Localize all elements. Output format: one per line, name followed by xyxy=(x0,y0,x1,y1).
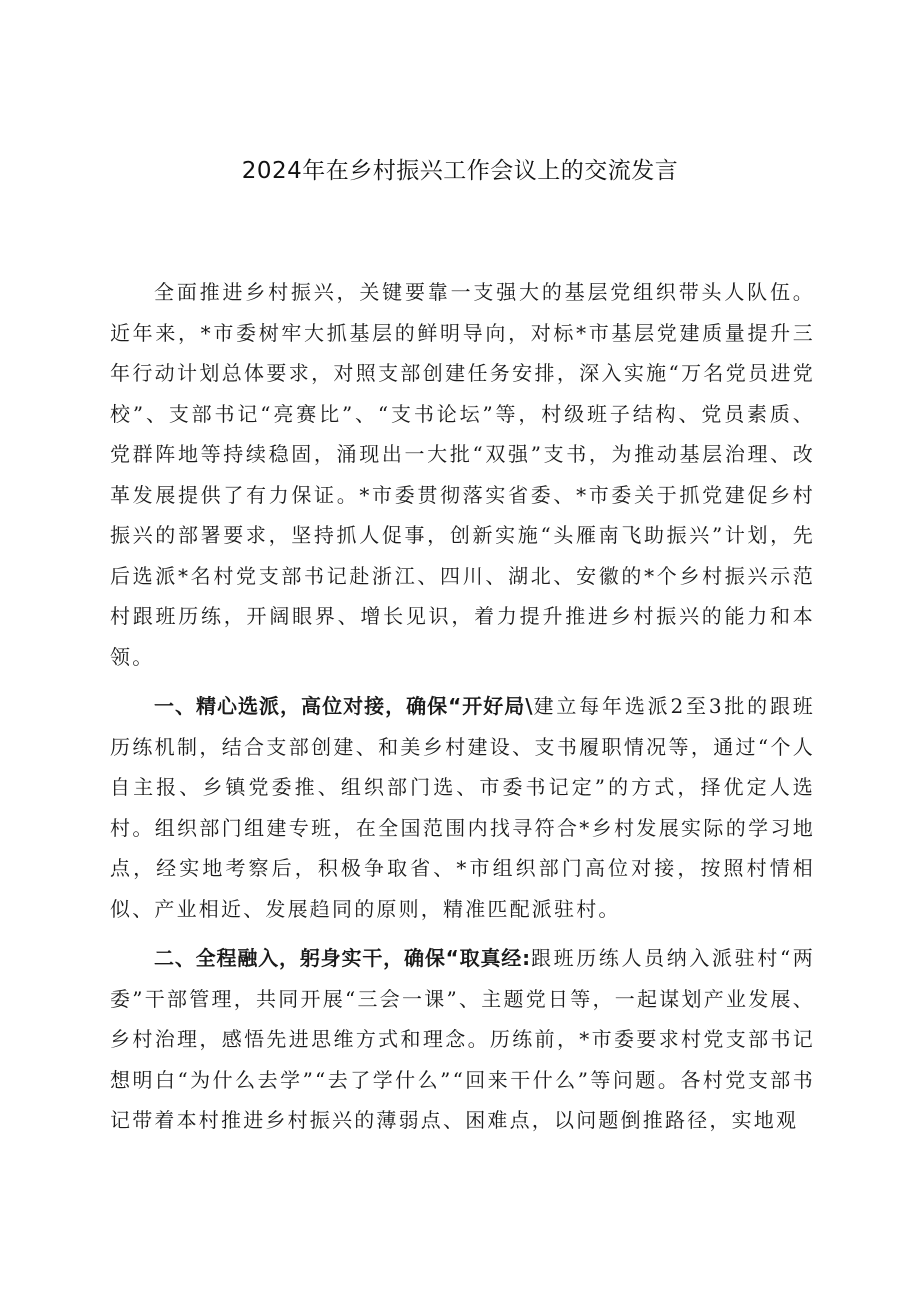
document-title: 2024年在乡村振兴工作会议上的交流发言 xyxy=(241,158,679,184)
paragraph-text: 全面推进乡村振兴，关键要靠一支强大的基层党组织带头人队伍。近年来，*市委树牢大抓基层的鲜明导向，对标*市基层党建质量提升三年行动计划总体要求，对照支部创建任务安排，深入实施“万名党员进党校”、支部书记“亮赛比”、“支书论坛”等，村级班子结构、党员素质、党群阵地等持续稳固，涌现出一大批“双强”支书，为推动基层治理、改革发展提供了有力保证。*市委贯彻落实省委、*市委关于抓党建促乡村振兴的部署要求，坚持抓人促事，创新实施“头雁南飞助振兴”计划，先后选派*名村党支部书记赴浙江、四川、湖北、安徽的*个乡村振兴示范村跟班历练，开阔眼界、增长见识，着力提升推进乡村振兴的能力和本领。 xyxy=(110,280,815,669)
section-heading: 二、全程融入，躬身实干，确保“取真经: xyxy=(154,946,531,970)
paragraph-intro xyxy=(110,272,815,677)
paragraph-section-1 xyxy=(110,686,815,929)
paragraph-text: 建立每年选派2至3批的跟班历练机制，结合支部创建、和美乡村建设、支书履职情况等，通过“个人自主报、乡镇党委推、组织部门选、市委书记定”的方式，择优定人选村。组织部门组建专班，在全国范围内找寻符合*乡村发展实际的学习地点，经实地考察后，积极争取省、*市组织部门高位对接，按照村情相似、产业相近、发展趋同的原则，精准匹配派驻村。 xyxy=(110,694,815,921)
paragraph-section-2 xyxy=(110,938,815,1141)
section-heading: 一、精心选派，高位对接，确保“开好局\ xyxy=(154,694,534,718)
document-body xyxy=(110,272,815,1150)
paragraph-text: 跟班历练人员纳入派驻村“两委”干部管理，共同开展“三会一课”、主题党日等，一起谋划产业发展、乡村治理，感悟先进思维方式和理念。历练前，*市委要求村党支部书记想明白“为什么去学”“去了学什么”“回来干什么”等问题。各村党支部书记带着本村推进乡村振兴的薄弱点、困难点，以问题倒推路径，实地观 xyxy=(110,946,815,1132)
